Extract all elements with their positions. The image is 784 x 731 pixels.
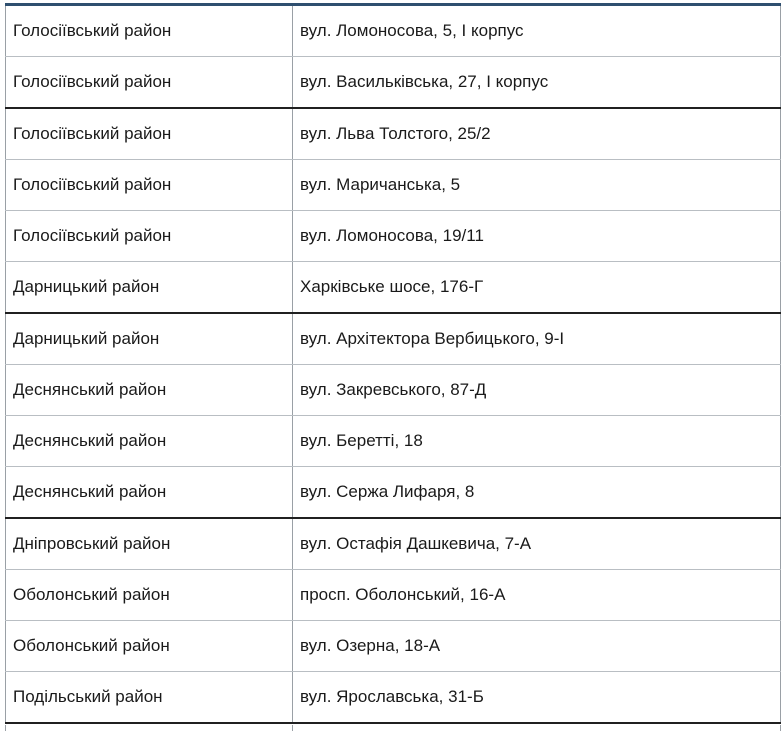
table-row	[6, 108, 781, 160]
table-row	[6, 570, 781, 621]
table-row	[6, 467, 781, 519]
district-cell: Деснянський район	[6, 365, 293, 416]
district-cell: Голосіївський район	[6, 108, 293, 160]
address-cell: вул. Васильківська, 27, І корпус	[293, 57, 781, 109]
table-row	[6, 621, 781, 672]
address-cell: вул. Сержа Лифаря, 8	[293, 467, 781, 519]
address-cell: вул. Закревського, 87-Д	[293, 365, 781, 416]
table-row	[6, 57, 781, 109]
district-cell: Деснянський район	[6, 467, 293, 519]
district-cell: Голосіївський район	[6, 57, 293, 109]
address-cell: вул. Беретті, 18	[293, 416, 781, 467]
address-cell: вул. Ярославська, 31-Б	[293, 672, 781, 724]
table-row	[6, 672, 781, 724]
table-row	[6, 313, 781, 365]
district-cell: Оболонський район	[6, 570, 293, 621]
address-cell: вул. Остафія Дашкевича, 7-А	[293, 518, 781, 570]
address-cell: вул. Маричанська, 5	[293, 160, 781, 211]
district-cell: Дарницький район	[6, 262, 293, 314]
address-table	[5, 6, 781, 724]
table-row	[6, 518, 781, 570]
district-cell: Дарницький район	[6, 313, 293, 365]
address-cell: вул. Ломоносова, 5, І корпус	[293, 6, 781, 57]
address-cell: Харківське шосе, 176-Г	[293, 262, 781, 314]
table-row	[6, 262, 781, 314]
district-cell: Голосіївський район	[6, 211, 293, 262]
column-divider	[292, 725, 293, 731]
next-row-fragment	[5, 725, 781, 731]
table-row	[6, 160, 781, 211]
district-cell: Голосіївський район	[6, 6, 293, 57]
table-row	[6, 6, 781, 57]
address-cell: просп. Оболонський, 16-А	[293, 570, 781, 621]
district-cell: Подільський район	[6, 672, 293, 724]
address-cell: вул. Архітектора Вербицького, 9-І	[293, 313, 781, 365]
district-cell: Деснянський район	[6, 416, 293, 467]
district-cell: Оболонський район	[6, 621, 293, 672]
table-row	[6, 211, 781, 262]
address-cell: вул. Ломоносова, 19/11	[293, 211, 781, 262]
address-cell: вул. Льва Толстого, 25/2	[293, 108, 781, 160]
district-cell: Голосіївський район	[6, 160, 293, 211]
table-row	[6, 416, 781, 467]
table-row	[6, 365, 781, 416]
address-cell: вул. Озерна, 18-А	[293, 621, 781, 672]
district-cell: Дніпровський район	[6, 518, 293, 570]
